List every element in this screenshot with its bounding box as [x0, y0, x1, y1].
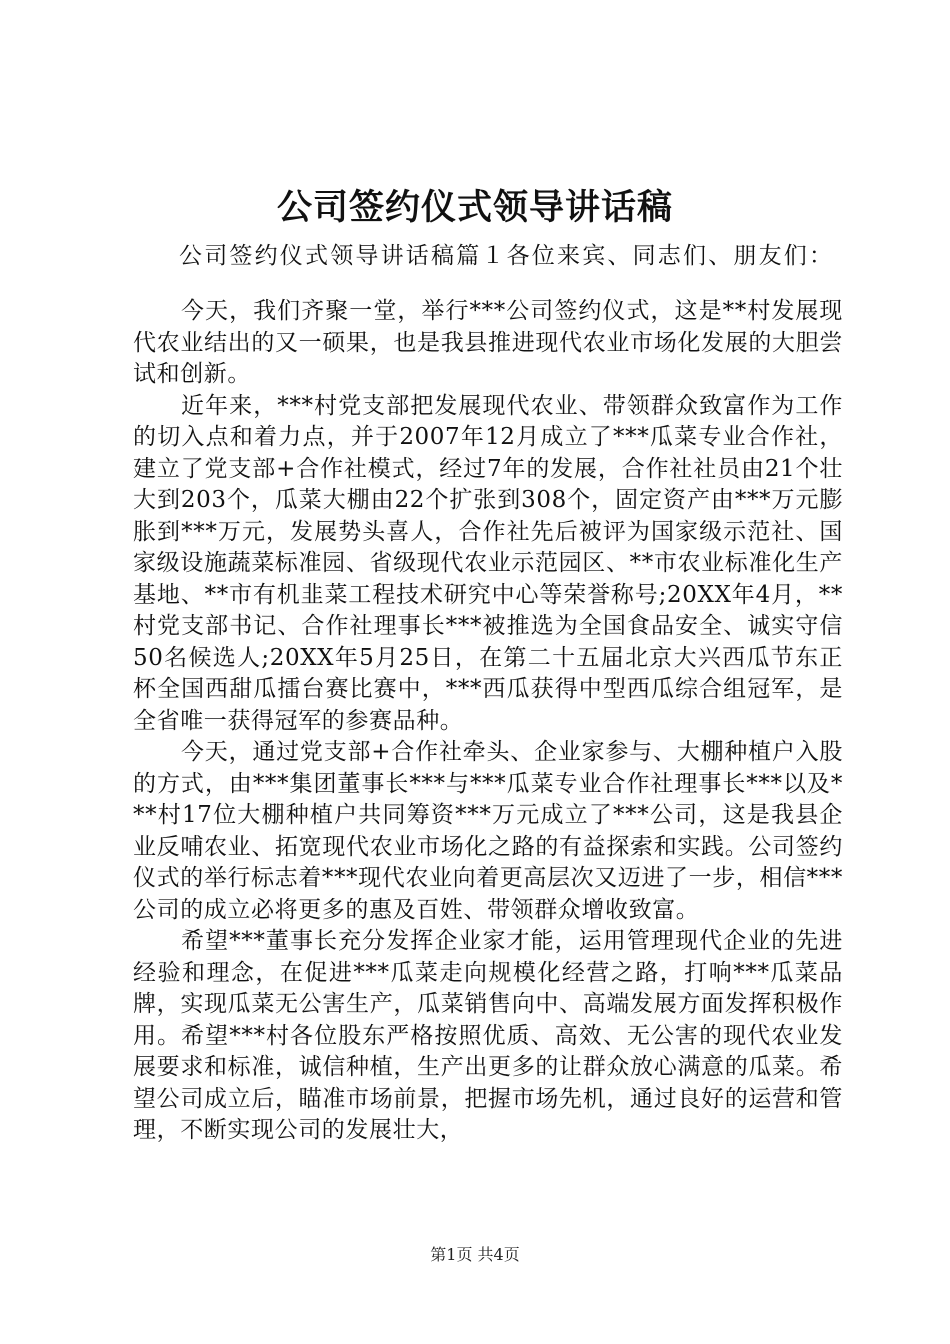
paragraph-1: 今天，我们齐聚一堂，举行***公司签约仪式，这是**村发展现代农业结出的又一硕果，也是我县推进现代农业市场化发展的大胆尝试和创新。 [133, 298, 843, 387]
paragraph-4: 希望***董事长充分发挥企业家才能，运用管理现代企业的先进经验和理念，在促进***瓜菜走向规模化经营之路，打响***瓜菜品牌，实现瓜菜无公害生产，瓜菜销售向中、高端发展方面发挥积极作用。希望***村各位股东严格按照优质、高效、无公害的现代农业发展要求和标准，诚信种植，生产出更多的让群众放心满意的瓜菜。希望公司成立后，瞄准市场前景，把握市场先机，通过良好的运营和管理，不断实现公司的发展壮大， [133, 928, 843, 1143]
page-number-footer: 第1页 共4页 [430, 1245, 520, 1264]
document-title: 公司签约仪式领导讲话稿 [276, 187, 673, 228]
paragraph-2: 近年来，***村党支部把发展现代农业、带领群众致富作为工作的切入点和着力点，并于2007年12月成立了***瓜菜专业合作社，建立了党支部+合作社模式，经过7年的发展，合作社社员由21个壮大到203个，瓜菜大棚由22个扩张到308个，固定资产由***万元膨胀到***万元，发展势头喜人，合作社先后被评为国家级示范社、国家级设施蔬菜标准园、省级现代农业示范园区、**市农业标准化生产基地、**市有机韭菜工程技术研究中心等荣誉称号;20XX年4月，**村党支部书记、合作社理事长***被推选为全国食品安全、诚实守信50名候选人;20XX年5月25日，在第二十五届北京大兴西瓜节东正杯全国西甜瓜擂台赛比赛中，***西瓜获得中型西瓜综合组冠军，是全省唯一获得冠军的参赛品种。 [133, 392, 843, 734]
document-body [133, 296, 843, 1147]
paragraph-3: 今天，通过党支部+合作社牵头、企业家参与、大棚种植户入股的方式，由***集团董事长***与***瓜菜专业合作社理事长***以及***村17位大棚种植户共同筹资***万元成立了***公司，这是我县企业反哺农业、拓宽现代农业市场化之路的有益探索和实践。公司签约仪式的举行标志着***现代农业向着更高层次又迈进了一步，相信***公司的成立必将更多的惠及百姓、带领群众增收致富。 [133, 739, 843, 923]
document-subtitle: 公司签约仪式领导讲话稿篇１各位来宾、同志们、朋友们： [179, 243, 835, 269]
